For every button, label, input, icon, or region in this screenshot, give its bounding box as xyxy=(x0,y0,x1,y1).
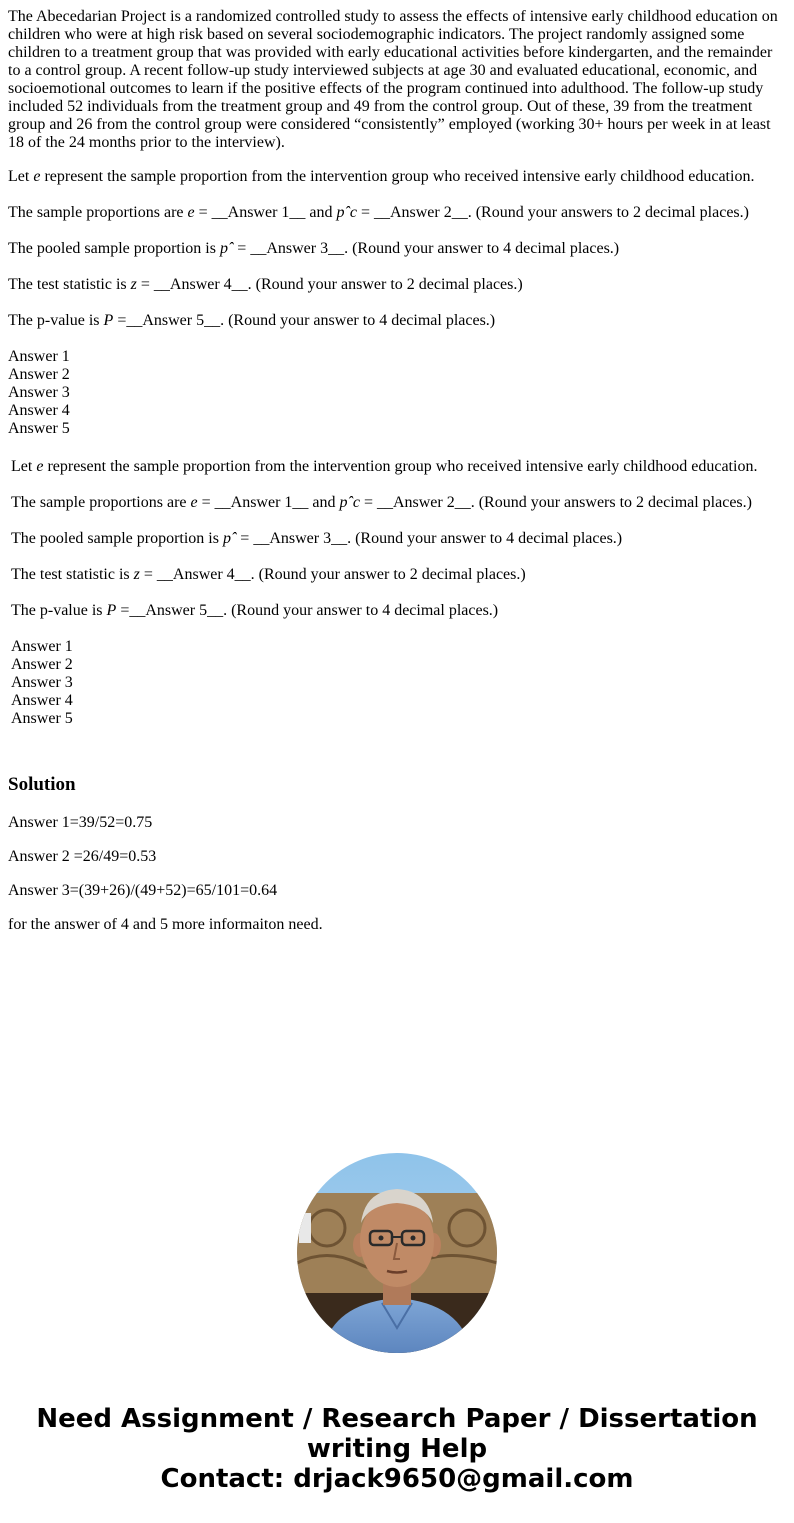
answer-label-4: Answer 4 xyxy=(11,692,73,709)
contact-banner xyxy=(0,1404,794,1494)
answer-label-2: Answer 2 xyxy=(8,366,70,383)
answer-list xyxy=(8,348,786,438)
question-pooled-proportion: The pooled sample proportion is pˆ = __Answer 3__. (Round your answer to 4 decimal places.) xyxy=(11,530,623,547)
answer-label-4: Answer 4 xyxy=(8,402,70,419)
solution-line-1: Answer 1=39/52=0.75 xyxy=(8,814,153,831)
solution-heading: Solution xyxy=(8,774,76,795)
question-block-repeat xyxy=(11,458,786,728)
solution-line-4: for the answer of 4 and 5 more informaiton need. xyxy=(8,916,323,933)
solution-line-3: Answer 3=(39+26)/(49+52)=65/101=0.64 xyxy=(8,882,278,899)
answer-label-1: Answer 1 xyxy=(8,348,70,365)
question-p-value: The p-value is P =__Answer 5__. (Round your answer to 4 decimal places.) xyxy=(8,312,496,329)
answer-label-1: Answer 1 xyxy=(11,638,73,655)
banner-line-1: Need Assignment / Research Paper / Dissertation xyxy=(36,1404,758,1434)
banner-line-2: writing Help xyxy=(306,1434,488,1464)
question-pooled-proportion: The pooled sample proportion is pˆ = __Answer 3__. (Round your answer to 4 decimal places.) xyxy=(8,240,620,257)
question-sample-proportions: The sample proportions are e = __Answer 1__ and pˆc = __Answer 2__. (Round your answers to 2 decimal places.) xyxy=(8,204,749,221)
answer-label-5: Answer 5 xyxy=(8,420,70,437)
question-sample-proportions: The sample proportions are e = __Answer 1__ and pˆc = __Answer 2__. (Round your answers to 2 decimal places.) xyxy=(11,494,752,511)
question-let: Let e represent the sample proportion from the intervention group who received intensive early childhood education. xyxy=(11,458,758,475)
answer-label-5: Answer 5 xyxy=(11,710,73,727)
question-let: Let e represent the sample proportion from the intervention group who received intensive early childhood education. xyxy=(8,168,755,185)
intro-paragraph: The Abecedarian Project is a randomized controlled study to assess the effects of intensive early childhood education on children who were at high risk based on several sociodemographic indicators. The project randomly assigned some children to a treatment group that was provided with early educational activities before kindergarten, and the remainder to a control group. A recent follow-up study interviewed subjects at age 30 and evaluated educational, economic, and socioemotional outcomes to learn if the positive effects of the program continued into adulthood. The follow-up study included 52 individuals from the treatment group and 49 from the control group. Out of these, 39 from the treatment group and 26 from the control group were considered “consistently” employed (working 30+ hours per week in at least 18 of the 24 months prior to the interview). xyxy=(8,8,778,151)
banner-contact-email[interactable]: Contact: drjack9650@gmail.com xyxy=(160,1464,634,1494)
answer-label-3: Answer 3 xyxy=(11,674,73,691)
solution-line-2: Answer 2 =26/49=0.53 xyxy=(8,848,157,865)
tutor-portrait-icon xyxy=(297,1153,497,1353)
question-test-statistic: The test statistic is z = __Answer 4__. (Round your answer to 2 decimal places.) xyxy=(11,566,526,583)
answer-label-2: Answer 2 xyxy=(11,656,73,673)
answer-list xyxy=(11,638,786,728)
answer-label-3: Answer 3 xyxy=(8,384,70,401)
question-p-value: The p-value is P =__Answer 5__. (Round your answer to 4 decimal places.) xyxy=(11,602,499,619)
question-block xyxy=(8,168,786,438)
question-test-statistic: The test statistic is z = __Answer 4__. (Round your answer to 2 decimal places.) xyxy=(8,276,523,293)
document-page xyxy=(8,8,786,950)
tutor-avatar xyxy=(297,1153,497,1353)
